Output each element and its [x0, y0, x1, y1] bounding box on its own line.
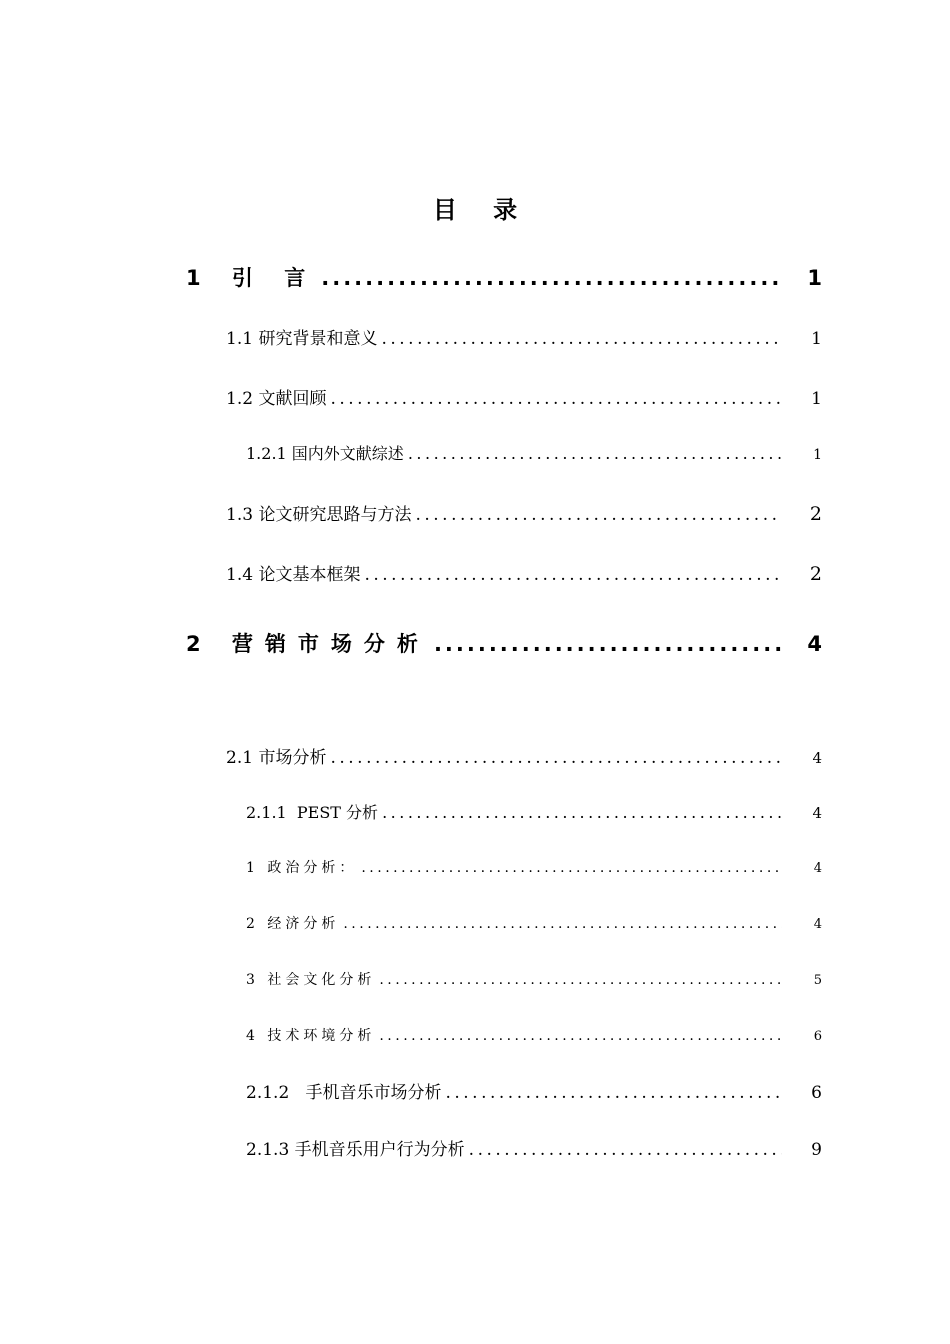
toc-entry-page: 1: [813, 447, 822, 463]
toc-entry-page: 1: [807, 266, 822, 290]
toc-entry-label: 1 政治分析：: [246, 860, 358, 876]
toc-entry-page: 1: [811, 329, 822, 349]
toc-entry-page: 2: [809, 563, 822, 585]
toc-entry-page: 4: [807, 632, 822, 656]
toc-leader-dots: [408, 444, 782, 463]
toc-entry-label: 1.2 文献回顾: [226, 389, 327, 409]
toc-leader-dots: [379, 1028, 782, 1044]
toc-entry-page: 9: [811, 1140, 822, 1160]
toc-entry-label: 2.1.1 PEST 分析: [246, 803, 379, 822]
toc-leader-dots: [361, 860, 782, 876]
toc-entry-2-1-3[interactable]: [246, 1135, 822, 1160]
toc-entry-label: 2.1.2 手机音乐市场分析: [246, 1083, 442, 1103]
toc-entry-page: 4: [812, 804, 822, 822]
toc-entry-label: 1.1 研究背景和意义: [226, 329, 378, 349]
toc-entry-label: 2 经济分析: [246, 916, 340, 932]
toc-entry-chapter-1[interactable]: [186, 262, 822, 292]
toc-entry-page: 4: [812, 749, 822, 767]
toc-entry-1-1[interactable]: [226, 324, 822, 349]
toc-leader-dots: [382, 803, 782, 822]
toc-entry-page: 2: [809, 503, 822, 525]
toc-leader-dots: [381, 329, 782, 349]
toc-title: 目 录: [432, 196, 532, 224]
toc-entry-label: 1.4 论文基本框架: [226, 565, 361, 585]
toc-entry-label: 2 营销市场分析: [186, 632, 430, 656]
toc-entry-page: 4: [813, 861, 822, 876]
toc-entry-label: 1 引 言: [186, 266, 318, 290]
toc-leader-dots: [364, 565, 782, 585]
toc-entry-2-1-2[interactable]: [246, 1078, 822, 1103]
toc-entry-technology-analysis[interactable]: [246, 1025, 822, 1045]
toc-entry-2-1[interactable]: [226, 743, 822, 768]
toc-entry-label: 2.1.3 手机音乐用户行为分析: [246, 1140, 465, 1160]
toc-leader-dots: [379, 972, 782, 988]
toc-entry-page: 1: [811, 389, 822, 409]
toc-leader-dots: [445, 1083, 782, 1103]
toc-leader-dots: [415, 505, 782, 525]
toc-leader-dots: [330, 748, 782, 768]
toc-leader-dots: [343, 916, 782, 932]
toc-entry-1-2-1[interactable]: [246, 441, 822, 464]
toc-entry-economic-analysis[interactable]: [246, 913, 822, 933]
toc-entry-1-2[interactable]: [226, 384, 822, 409]
toc-entry-label: 2.1 市场分析: [226, 748, 327, 768]
toc-entry-2-1-1[interactable]: [246, 800, 822, 823]
toc-leader-dots: [321, 266, 782, 290]
toc-entry-chapter-2[interactable]: [186, 628, 822, 658]
toc-entry-label: 4 技术环境分析: [246, 1028, 376, 1044]
toc-entry-label: 1.2.1 国内外文献综述: [246, 444, 404, 463]
toc-leader-dots: [330, 389, 782, 409]
toc-leader-dots: [469, 1140, 782, 1160]
toc-entry-political-analysis[interactable]: [246, 857, 822, 877]
toc-leader-dots: [434, 632, 782, 656]
toc-entry-1-4[interactable]: [226, 560, 822, 585]
toc-entry-page: 6: [813, 1029, 822, 1044]
toc-entry-label: 1.3 论文研究思路与方法: [226, 505, 412, 525]
toc-entry-page: 6: [811, 1083, 822, 1103]
toc-entry-label: 3 社会文化分析: [246, 972, 376, 988]
toc-entry-page: 5: [813, 973, 822, 988]
toc-entry-1-3[interactable]: [226, 500, 822, 525]
toc-entry-social-culture-analysis[interactable]: [246, 969, 822, 989]
toc-entry-page: 4: [813, 917, 822, 932]
